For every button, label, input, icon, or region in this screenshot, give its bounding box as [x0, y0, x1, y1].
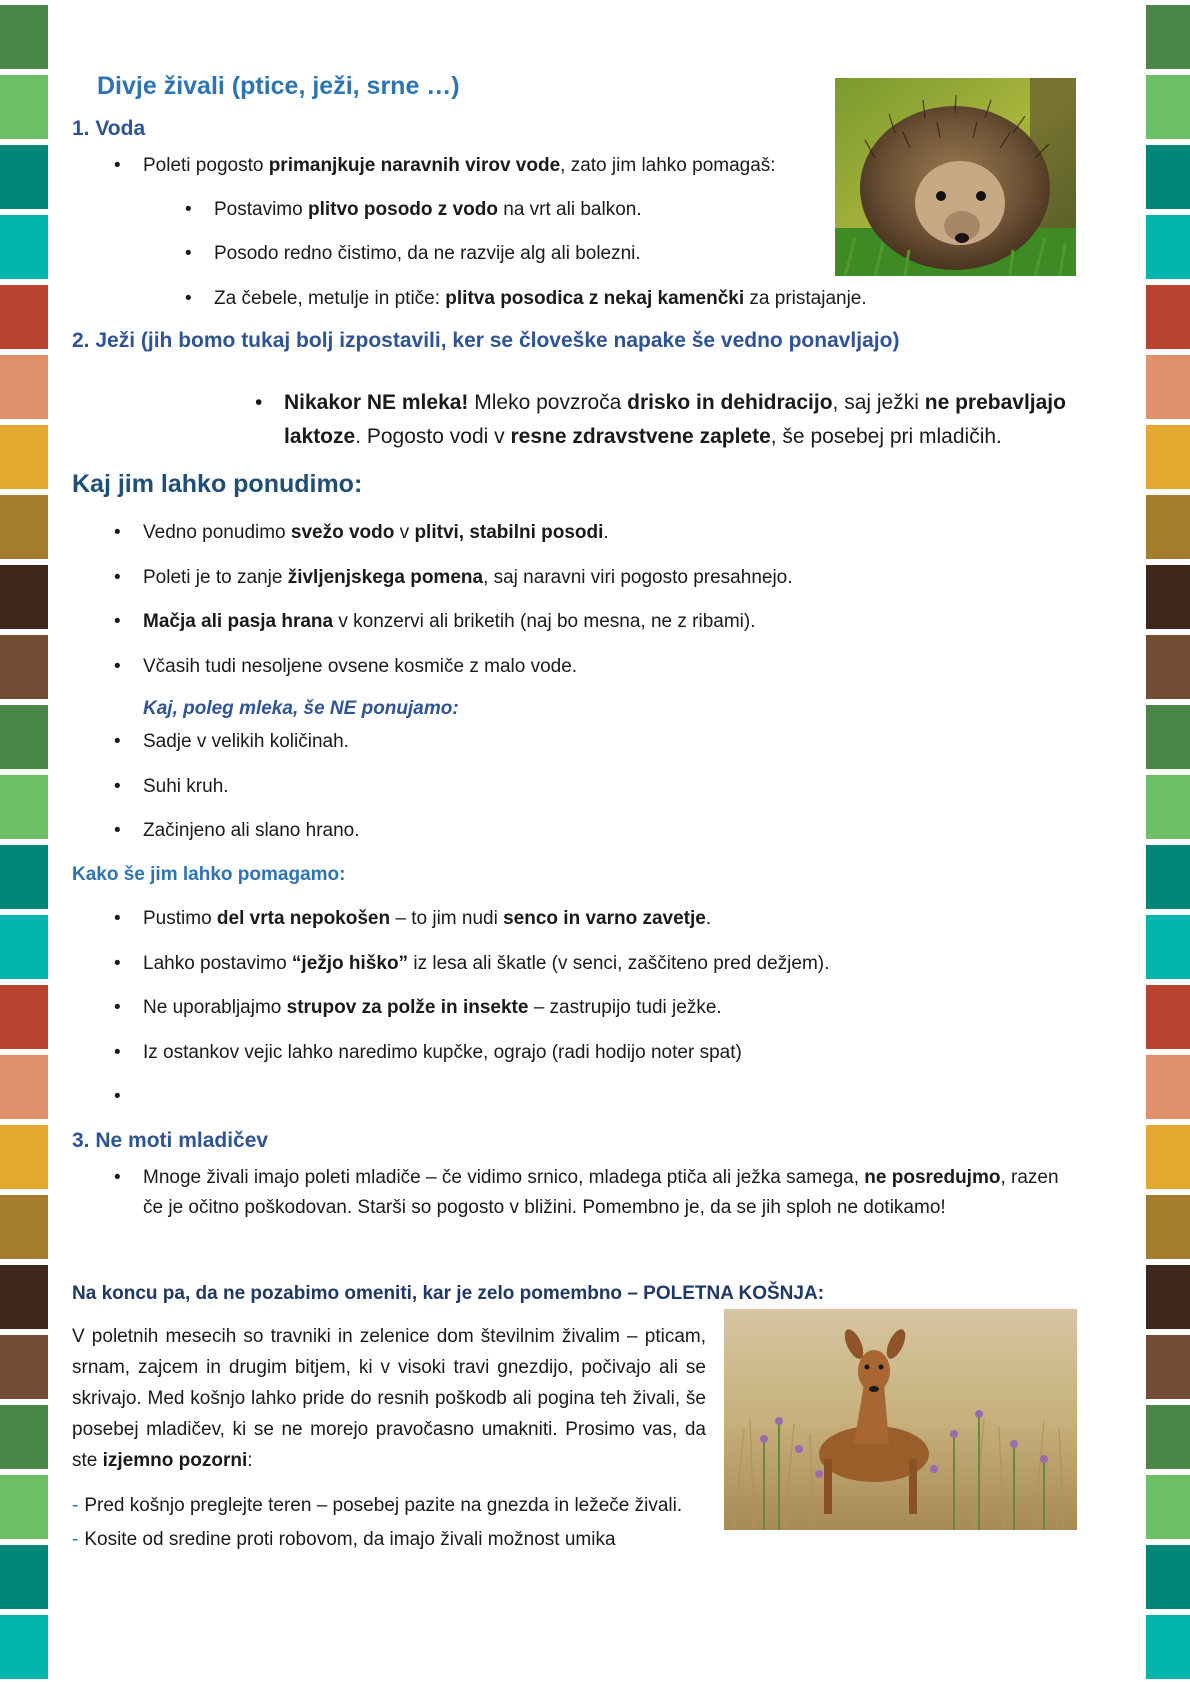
- offer-item-2: • Poleti je to zanje življenjskega pomena, saj naravni viri pogosto presahnejo.: [143, 564, 793, 591]
- section-3-heading: 3. Ne moti mladičev: [72, 1129, 269, 1152]
- stripe-block: [0, 1335, 48, 1399]
- no-milk-warning: • Nikakor NE mleka! Mleko povzroča drisko in dehidracijo, saj ježki ne prebavljajo laktoze. Pogosto vodi v resne zdravstvene zaplete, še posebej pri mladičih.: [284, 386, 1104, 454]
- do-not-offer-heading: Kaj, poleg mleka, še NE ponujamo:: [143, 698, 459, 719]
- stripe-block: [1146, 845, 1190, 909]
- stripe-block: [0, 495, 48, 559]
- stripe-block: [0, 1545, 48, 1609]
- stripe-block: [1146, 1335, 1190, 1399]
- stripe-block: [0, 1405, 48, 1469]
- stripe-block: [0, 285, 48, 349]
- section-2-heading: 2. Ježi (jih bomo tukaj bolj izpostavili, ker se človeške napake še vedno ponavljajo): [72, 329, 900, 352]
- stripe-block: [1146, 145, 1190, 209]
- stripe-block: [0, 775, 48, 839]
- stripe-block: [1146, 775, 1190, 839]
- stripe-block: [1146, 705, 1190, 769]
- help-item-1: • Pustimo del vrta nepokošen – to jim nudi senco in varno zavetje.: [143, 905, 711, 932]
- stripe-block: [1146, 985, 1190, 1049]
- stripe-block: [1146, 1545, 1190, 1609]
- stripe-block: [0, 845, 48, 909]
- stripe-block: [1146, 215, 1190, 279]
- left-color-stripe: [0, 0, 48, 1683]
- stripe-block: [0, 425, 48, 489]
- stripe-block: [1146, 1265, 1190, 1329]
- stripe-block: [1146, 1405, 1190, 1469]
- stripe-block: [0, 1055, 48, 1119]
- mowing-heading: Na koncu pa, da ne pozabimo omeniti, kar je zelo pomembno – POLETNA KOŠNJA:: [72, 1283, 825, 1304]
- help-item-4: • Iz ostankov vejic lahko naredimo kupčke, ograjo (radi hodijo noter spat): [143, 1039, 742, 1066]
- stripe-block: [0, 145, 48, 209]
- not-offer-item-3: • Začinjeno ali slano hrano.: [143, 817, 360, 844]
- stripe-block: [1146, 1475, 1190, 1539]
- not-offer-item-2: • Suhi kruh.: [143, 773, 229, 800]
- help-item-2: • Lahko postavimo “ježjo hiško” iz lesa ali škatle (v senci, zaščiteno pred dežjem).: [143, 950, 829, 977]
- stripe-block: [0, 5, 48, 69]
- page-title: Divje živali (ptice, ježi, srne …): [97, 72, 460, 100]
- mowing-paragraph: V poletnih mesecih so travniki in zelenice dom številnim živalim – pticam, srnam, zajcem in drugim bitjem, ki v visoki travi gnezdijo, počivajo ali se skrivajo. Med košnjo lahko pride do resnih poškodb ali pogina teh živali, še posebej mladičev, ki se ne morejo pravočasno umakniti. Prosimo vas, da ste izjemno pozorni:: [72, 1326, 706, 1471]
- stripe-block: [0, 915, 48, 979]
- stripe-block: [0, 705, 48, 769]
- mowing-tip-2: - Kosite od sredine proti robovom, da imajo živali možnost umika: [72, 1529, 616, 1550]
- stripe-block: [0, 1195, 48, 1259]
- mowing-tip-1: - Pred košnjo preglejte teren – posebej pazite na gnezda in ležeče živali.: [72, 1495, 683, 1516]
- stripe-block: [1146, 635, 1190, 699]
- stripe-block: [1146, 1055, 1190, 1119]
- stripe-block: [1146, 355, 1190, 419]
- stripe-block: [1146, 1195, 1190, 1259]
- offer-item-1: • Vedno ponudimo svežo vodo v plitvi, stabilni posodi.: [143, 519, 609, 546]
- stripe-block: [1146, 1125, 1190, 1189]
- hedgehog-photo: [835, 78, 1076, 276]
- water-item-1: • Postavimo plitvo posodo z vodo na vrt ali balkon.: [214, 196, 642, 223]
- offer-heading: Kaj jim lahko ponudimo:: [72, 470, 363, 498]
- deer-photo: [724, 1309, 1077, 1530]
- water-intro-bullet: • Poleti pogosto primanjkuje naravnih virov vode, zato jim lahko pomagaš:: [143, 152, 776, 179]
- stripe-block: [1146, 5, 1190, 69]
- stripe-block: [1146, 75, 1190, 139]
- not-offer-item-1: • Sadje v velikih količinah.: [143, 728, 349, 755]
- right-color-stripe: [1146, 0, 1190, 1683]
- stripe-block: [0, 215, 48, 279]
- stripe-block: [0, 635, 48, 699]
- help-heading: Kako še jim lahko pomagamo:: [72, 864, 346, 885]
- stripe-block: [1146, 915, 1190, 979]
- help-item-3: • Ne uporabljajmo strupov za polže in insekte – zastrupijo tudi ježke.: [143, 994, 722, 1021]
- offer-item-3: • Mačja ali pasja hrana v konzervi ali briketih (naj bo mesna, ne z ribami).: [143, 608, 755, 635]
- water-item-3: • Za čebele, metulje in ptiče: plitva posodica z nekaj kamenčki za pristajanje.: [214, 285, 867, 312]
- stripe-block: [1146, 1615, 1190, 1679]
- water-item-2: • Posodo redno čistimo, da ne razvije alg ali bolezni.: [214, 240, 641, 267]
- stripe-block: [1146, 425, 1190, 489]
- stripe-block: [0, 1265, 48, 1329]
- stripe-block: [1146, 495, 1190, 559]
- section-1-heading: 1. Voda: [72, 117, 146, 140]
- stripe-block: [0, 75, 48, 139]
- stripe-block: [1146, 565, 1190, 629]
- stripe-block: [0, 355, 48, 419]
- stripe-block: [0, 985, 48, 1049]
- young-animals-bullet: • Mnoge živali imajo poleti mladiče – če vidimo srnico, mladega ptiča ali ježka samega, ne posredujmo, razen če je očitno poškodovan. Starši so pogosto v bližini. Pomembno je, da se jih sploh ne dotikamo!: [143, 1163, 1113, 1223]
- stripe-block: [0, 565, 48, 629]
- stripe-block: [1146, 285, 1190, 349]
- stripe-block: [0, 1475, 48, 1539]
- stripe-block: [0, 1125, 48, 1189]
- stripe-block: [0, 1615, 48, 1679]
- offer-item-4: • Včasih tudi nesoljene ovsene kosmiče z malo vode.: [143, 653, 577, 680]
